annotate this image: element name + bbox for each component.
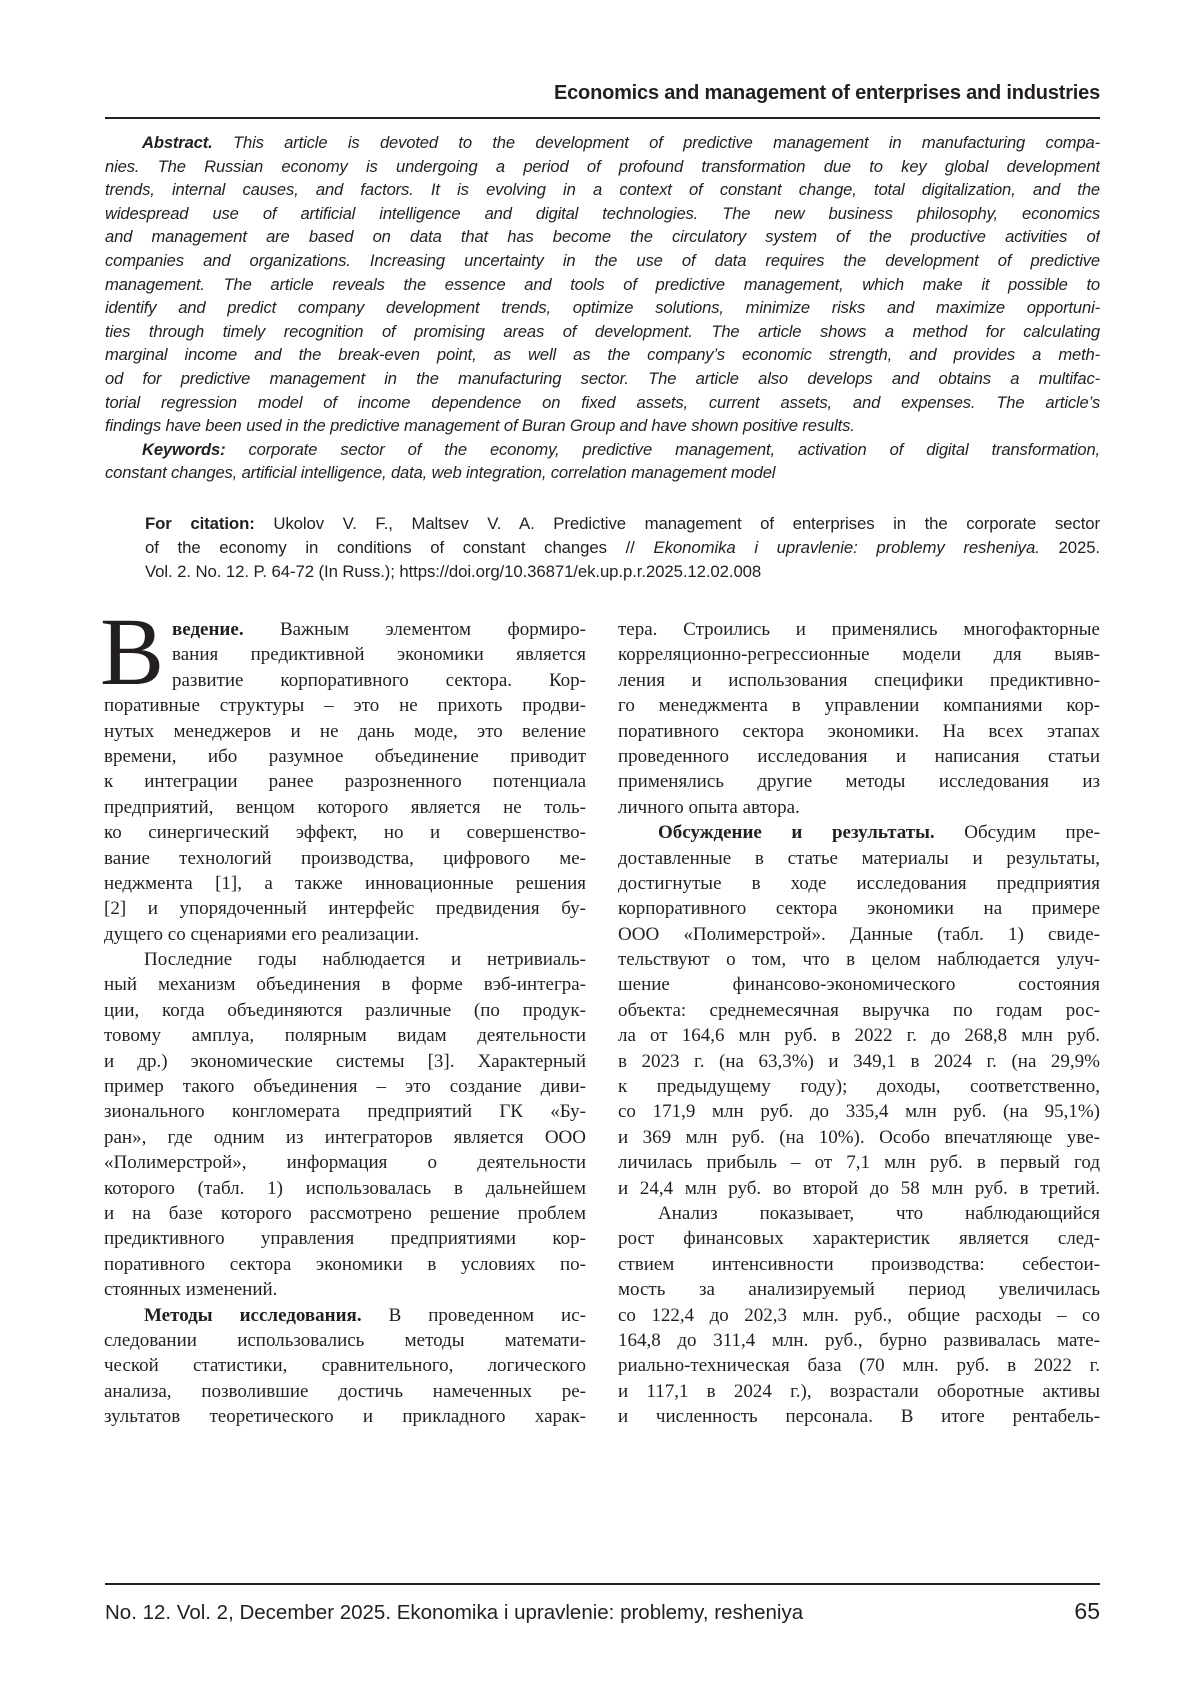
text-line (145, 560, 1100, 584)
text-line (104, 1023, 586, 1048)
line-text: ла от 164,6 млн руб. в 2022 г. до 268,8 млн руб. (618, 1025, 1100, 1046)
text-line (618, 820, 1100, 845)
line-text: ления и использования специфики предиктивно- (618, 670, 1100, 691)
line-text: поративного сектора экономики. На всех этапах (618, 721, 1100, 742)
line-text: ties through timely recognition of promising areas of development. The article shows a method for calculating (105, 322, 1100, 341)
text-line (104, 769, 586, 794)
text-line (104, 642, 586, 667)
text-line (618, 871, 1100, 896)
text-line (104, 1125, 586, 1150)
line-text: [2] и упорядоченный интерфейс предвидения бу- (104, 898, 586, 919)
text-line (145, 512, 1100, 536)
text-line (104, 1303, 586, 1328)
line-text: This article is devoted to the development of predictive management in manufacturing compa- (213, 133, 1100, 152)
text-line (145, 536, 1100, 560)
line-text: findings have been used in the predictive management of Buran Group and have shown positive results. (105, 416, 855, 435)
text-line (105, 414, 1100, 438)
run-in-heading: For citation: (145, 514, 255, 533)
line-text: Ukolov V. F., Maltsev V. A. Predictive management of enterprises in the corporate sector (255, 514, 1100, 533)
text-line (104, 972, 586, 997)
line-text: тера. Строились и применялись многофакторные (618, 619, 1100, 640)
line-text: тельствуют о том, что в целом наблюдается улуч- (618, 949, 1100, 970)
text-line (104, 1404, 586, 1429)
line-text: od for predictive management in the manufacturing sector. The article also develops and obtains a multifac- (105, 369, 1100, 388)
text-line (618, 972, 1100, 997)
line-text: и 24,4 млн руб. во второй до 58 млн руб. в третий. (618, 1178, 1100, 1199)
line-text: В проведенном ис- (362, 1305, 586, 1326)
line-text: ствием интенсивности производства: себестои- (618, 1254, 1100, 1275)
line-text: corporate sector of the economy, predictive management, activation of digital transformation, (225, 440, 1100, 459)
text-line (618, 998, 1100, 1023)
text-line (618, 1023, 1100, 1048)
line-text: marginal income and the break-even point, as well as the company’s economic strength, and provides a meth- (105, 345, 1100, 364)
line-text: анализа, позволившие достичь намеченных ре- (104, 1381, 586, 1402)
line-text: «Полимерстрой», информация о деятельности (104, 1152, 586, 1173)
footer-rule (105, 1583, 1100, 1585)
line-text: пример такого объединения – это создание диви- (104, 1076, 586, 1097)
line-text: мость за анализируемый период увеличилась (618, 1279, 1100, 1300)
text-line (104, 846, 586, 871)
line-text: Анализ показывает, что наблюдающийся (658, 1203, 1100, 1224)
line-text: ции, когда объединяются различные (по продук- (104, 1000, 586, 1021)
text-line (104, 1049, 586, 1074)
line-text: достигнутые в ходе исследования предприятия (618, 873, 1100, 894)
line-text: го менеджмента в управлении компаниями кор- (618, 695, 1100, 716)
line-text: companies and organizations. Increasing uncertainty in the use of data requires the development of predictive (105, 251, 1100, 270)
text-line (104, 922, 586, 947)
text-line (618, 744, 1100, 769)
text-line (105, 202, 1100, 226)
text-line (104, 1252, 586, 1277)
text-line (105, 249, 1100, 273)
text-line (618, 1074, 1100, 1099)
line-text: ко синергический эффект, но и совершенство- (104, 822, 586, 843)
line-text: личилась прибыль – от 7,1 млн руб. в первый год (618, 1152, 1100, 1173)
line-text: constant changes, artificial intelligence, data, web integration, correlation management model (105, 463, 775, 482)
line-text: и на базе которого рассмотрено решение проблем (104, 1203, 586, 1224)
text-line (105, 461, 1100, 485)
line-text: nies. The Russian economy is undergoing a period of profound transformation due to key global development (105, 157, 1100, 176)
text-line (104, 1150, 586, 1175)
line-text: of the economy in conditions of constant changes // (145, 538, 653, 557)
text-line (618, 1277, 1100, 1302)
line-text: личного опыта автора. (618, 797, 800, 818)
line-text: со 171,9 млн руб. до 335,4 млн руб. (на 95,1%) (618, 1101, 1100, 1122)
text-line (105, 131, 1100, 155)
text-line (618, 1150, 1100, 1175)
line-text: проведенного исследования и написания статьи (618, 746, 1100, 767)
run-in-heading: Методы исследования. (144, 1305, 362, 1326)
header-rule (105, 117, 1100, 119)
line-text: Обсудим пре- (935, 822, 1100, 843)
run-in-heading: Abstract. (142, 133, 213, 152)
line-text: объекта: среднемесячная выручка по годам рос- (618, 1000, 1100, 1021)
text-line (105, 391, 1100, 415)
run-in-heading: Keywords: (142, 440, 225, 459)
line-text: которого (табл. 1) использовалась в дальнейшем (104, 1178, 586, 1199)
line-text: и численность персонала. В итоге рентабель- (618, 1406, 1100, 1427)
text-line (618, 1125, 1100, 1150)
line-text: неджмента [1], а также инновационные решения (104, 873, 586, 894)
line-text: дущего со сценариями его реализации. (104, 924, 419, 945)
text-line (618, 947, 1100, 972)
line-text: widespread use of artificial intelligence and digital technologies. The new business philosophy, economics (105, 204, 1100, 223)
journal-title: Ekonomika i upravlenie: problemy resheniya. (653, 538, 1039, 557)
text-line (618, 1353, 1100, 1378)
text-line (104, 820, 586, 845)
line-text: зионального конгломерата предприятий ГК «Бу- (104, 1101, 586, 1122)
line-text: ный механизм объединения в форме вэб-интегра- (104, 974, 586, 995)
running-header-section-title: Economics and management of enterprises and industries (554, 82, 1100, 105)
text-line (104, 1099, 586, 1124)
line-text: предприятий, венцом которого является не толь- (104, 797, 586, 818)
text-line (618, 642, 1100, 667)
line-text: management. The article reveals the essence and tools of predictive management, which make it possible to (105, 275, 1100, 294)
line-text: Последние годы наблюдается и нетривиаль- (144, 949, 586, 970)
drop-cap: В (100, 604, 164, 700)
text-line (104, 1201, 586, 1226)
line-text: вания предиктивной экономики является (172, 644, 586, 665)
line-text: torial regression model of income dependence on fixed assets, current assets, and expenses. The article’s (105, 393, 1100, 412)
abstract-block (105, 131, 1100, 485)
line-text: поративного сектора экономики в условиях по- (104, 1254, 586, 1275)
line-text: вание технологий производства, цифрового ме- (104, 848, 586, 869)
text-line (618, 1049, 1100, 1074)
text-line (104, 1176, 586, 1201)
line-text: ООО «Полимерстрой». Данные (табл. 1) свиде- (618, 924, 1100, 945)
text-line (618, 1303, 1100, 1328)
text-line (104, 744, 586, 769)
text-line (618, 1226, 1100, 1251)
text-line (618, 1099, 1100, 1124)
text-line (618, 617, 1100, 642)
line-text: trends, internal causes, and factors. It is evolving in a context of constant change, total digitalization, and the (105, 180, 1100, 199)
text-line (618, 1176, 1100, 1201)
text-line (105, 296, 1100, 320)
text-line (618, 1328, 1100, 1353)
citation-block (145, 512, 1100, 584)
line-text: ческой статистики, сравнительного, логического (104, 1355, 586, 1376)
line-text: и др.) экономические системы [3]. Характерный (104, 1051, 586, 1072)
line-text: стоянных изменений. (104, 1279, 277, 1300)
text-line (105, 273, 1100, 297)
line-text: со 122,4 до 202,3 млн. руб., общие расходы – со (618, 1305, 1100, 1326)
line-text: поративные структуры – это не прихоть продви- (104, 695, 586, 716)
line-text: риально-техническая база (70 млн. руб. в 2022 г. (618, 1355, 1100, 1376)
line-text: рост финансовых характеристик является след- (618, 1228, 1100, 1249)
line-text: and management are based on data that has become the circulatory system of the productive activities of (105, 227, 1100, 246)
text-line (618, 668, 1100, 693)
text-line (618, 846, 1100, 871)
text-line (104, 795, 586, 820)
text-line (618, 1404, 1100, 1429)
footer-journal-line: No. 12. Vol. 2, December 2025. Ekonomika i upravlenie: problemy, resheniya (105, 1601, 803, 1625)
text-line (105, 225, 1100, 249)
text-line (104, 693, 586, 718)
line-text: предиктивного управления предприятиями кор- (104, 1228, 586, 1249)
text-line (618, 1379, 1100, 1404)
text-line (105, 178, 1100, 202)
text-line (104, 1353, 586, 1378)
line-text: и 369 млн руб. (на 10%). Особо впечатляюще уве- (618, 1127, 1100, 1148)
line-text: 164,8 до 311,4 млн. руб., бурно развивалась мате- (618, 1330, 1100, 1351)
line-text: доставленные в статье материалы и результаты, (618, 848, 1100, 869)
text-line (104, 998, 586, 1023)
line-text: нутых менеджеров и не дань моде, это веление (104, 721, 586, 742)
text-line (105, 320, 1100, 344)
line-text: в 2023 г. (на 63,3%) и 349,1 в 2024 г. (на 29,9% (618, 1051, 1100, 1072)
text-line (618, 693, 1100, 718)
text-line (105, 155, 1100, 179)
line-text: шение финансово-экономического состояния (618, 974, 1100, 995)
text-line (618, 922, 1100, 947)
text-line (618, 1201, 1100, 1226)
text-line (104, 1226, 586, 1251)
line-text: ран», где одним из интеграторов является ООО (104, 1127, 586, 1148)
text-line (105, 438, 1100, 462)
page-number: 65 (1074, 1598, 1100, 1625)
text-line (104, 1277, 586, 1302)
text-line (105, 343, 1100, 367)
body-column-right (618, 617, 1100, 1430)
text-line (104, 947, 586, 972)
text-line (104, 896, 586, 921)
text-line (618, 1252, 1100, 1277)
text-line (618, 896, 1100, 921)
text-line (104, 1328, 586, 1353)
text-line (104, 1074, 586, 1099)
text-line (618, 795, 1100, 820)
line-text: времени, ибо разумное объединение приводит (104, 746, 586, 767)
run-in-heading: ведение. (172, 619, 244, 640)
line-text: к интеграции ранее разрозненного потенциала (104, 771, 586, 792)
body-column-left (104, 617, 586, 1430)
line-text: развитие корпоративного сектора. Кор- (172, 670, 586, 691)
text-line (104, 719, 586, 744)
text-line (104, 1379, 586, 1404)
text-line (618, 719, 1100, 744)
line-text: Важным элементом формиро- (244, 619, 586, 640)
text-line (104, 668, 586, 693)
text-line (104, 617, 586, 642)
line-text: зультатов теоретического и прикладного харак- (104, 1406, 586, 1427)
run-in-heading: Обсуждение и результаты. (658, 822, 935, 843)
line-text: и 117,1 в 2024 г.), возрастали оборотные активы (618, 1381, 1100, 1402)
line-text: к предыдущему году); доходы, соответственно, (618, 1076, 1100, 1097)
text-line (618, 769, 1100, 794)
line-text: корреляционно-регрессионные модели для выяв- (618, 644, 1100, 665)
text-line (105, 367, 1100, 391)
line-text: следовании использовались методы математи- (104, 1330, 586, 1351)
line-text: корпоративного сектора экономики на примере (618, 898, 1100, 919)
line-text: 2025. (1040, 538, 1100, 557)
line-text: identify and predict company development trends, optimize solutions, minimize risks and maximize opportuni- (105, 298, 1100, 317)
line-text: Vol. 2. No. 12. P. 64-72 (In Russ.); https://doi.org/10.36871/ek.up.p.r.2025.12.02.008 (145, 562, 761, 581)
text-line (104, 871, 586, 896)
line-text: товому амплуа, полярным видам деятельности (104, 1025, 586, 1046)
line-text: применялись другие методы исследования из (618, 771, 1100, 792)
